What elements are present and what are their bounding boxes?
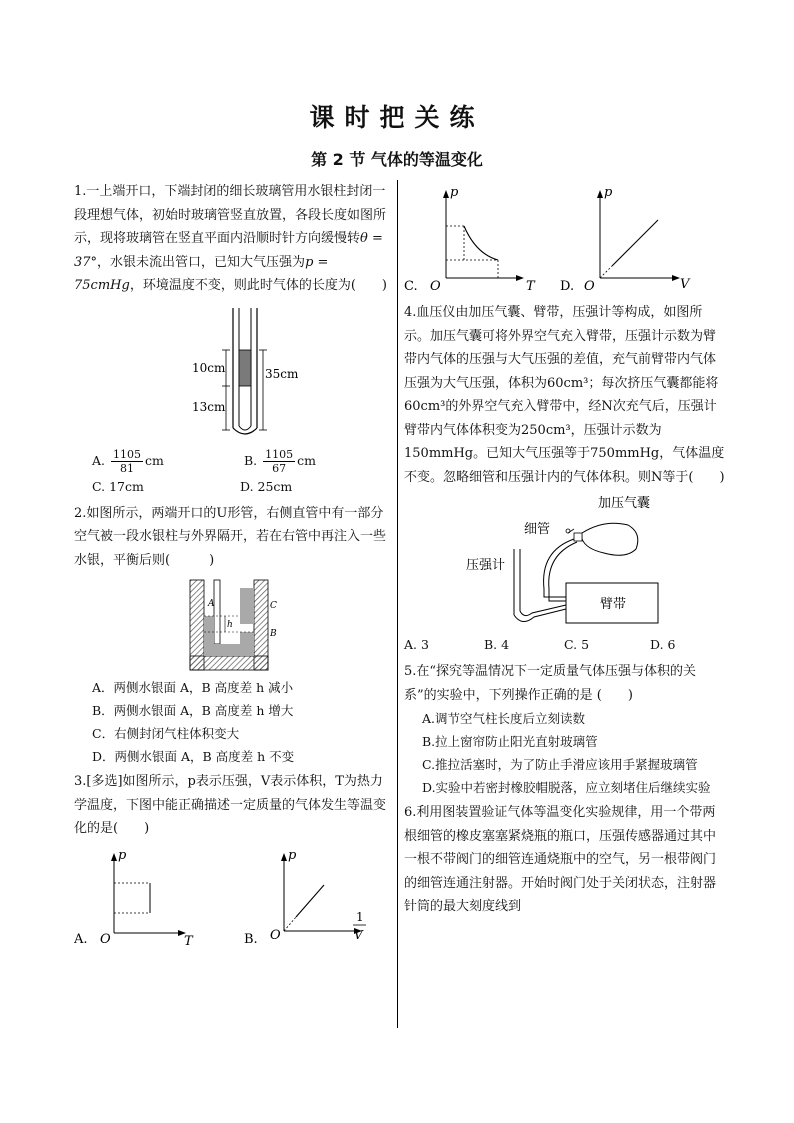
question-2-option-b: B．两侧水银面 A，B 高度差 h 增大 bbox=[92, 703, 294, 718]
question-1 bbox=[74, 180, 390, 498]
question-5-option-b: B.拉上窗帘防止阳光直射玻璃管 bbox=[422, 734, 598, 749]
label-gauge: 压强计 bbox=[466, 558, 506, 573]
svg-text:V: V bbox=[680, 277, 690, 292]
question-6-stem: 6.利用图装置验证气体等温变化实验规律，用一个带两根细管的橡皮塞塞紧烧瓶的瓶口，压强传感器通过其中一根不带阀门的细管连通烧瓶中的空气，另一根带阀门的细管连通注射器。开始时阀门处于关闭状态，注射器针筒的最大刻度线到 bbox=[404, 805, 717, 914]
svg-text:p: p bbox=[118, 847, 127, 863]
question-4 bbox=[404, 301, 726, 656]
label-bulb: 加压气囊 bbox=[598, 496, 651, 511]
left-column bbox=[74, 180, 390, 955]
svg-text:p: p bbox=[604, 185, 613, 200]
question-3 bbox=[74, 770, 390, 955]
svg-text:O: O bbox=[100, 931, 111, 947]
question-5-stem: 5.在“探究等温情况下一定质量气体压强与体积的关系”的实验中，下列操作正确的是 ( ) bbox=[404, 664, 697, 703]
question-1-options-ab: A. $\frac{1105}{81}$ cm B. $\frac{1105}{67}$ cm bbox=[92, 447, 316, 475]
tube-figure bbox=[74, 306, 390, 446]
question-5-option-d: D.实验中若密封橡胶帽脱落，应立刻堵住后继续实验 bbox=[422, 780, 711, 795]
blood-pressure-figure bbox=[404, 493, 726, 631]
svg-text:O: O bbox=[270, 927, 281, 943]
graph-d-label: D. bbox=[560, 279, 575, 294]
question-2-option-c: C．右侧封闭气柱体积变大 bbox=[92, 726, 240, 741]
page-title: 课时把关练 bbox=[309, 103, 485, 132]
svg-text:O: O bbox=[430, 279, 441, 294]
label-B: B bbox=[270, 629, 277, 639]
column-divider bbox=[397, 180, 398, 1028]
question-1-stem: 1.一上端开口，下端封闭的细长玻璃管用水银柱封闭一段理想气体，初始时玻璃管竖直放置，各段长度如图所示，现将玻璃管在竖直平面内沿顺时针方向缓慢转θ = 37°，水银未流出管口，已知大气压强为p = 75cmHg，环境温度不变，则此时气体的长度为( ) bbox=[74, 184, 387, 293]
label-cuff: 臂带 bbox=[600, 597, 627, 612]
question-4-stem: 4.血压仪由加压气囊、臂带，压强计等构成，如图所示。加压气囊可将外界空气充入臂带，压强计示数为臂带内气体的压强与大气压强的差值，充气前臂带内气体压强为大气压强，体积为60cm³；每次挤压气囊都能将60cm³的外界空气充入臂带中，经N次充气后，压强计臂带内气体体积变为250cm³，压强计示数为150mmHg。已知大气压强等于750mmHg，气体温度不变。忽略细管和压强计内的气体体积。则N等于( ) bbox=[404, 305, 725, 485]
question-6 bbox=[404, 801, 726, 919]
label-h: h bbox=[227, 620, 233, 630]
u-tube-figure bbox=[74, 578, 390, 674]
question-2-stem: 2.如图所示，两端开口的U形管，右侧直管中有一部分空气被一段水银柱与外界隔开，若在右管中再注入一些水银，平衡后则( ) bbox=[74, 505, 387, 568]
label-A: A bbox=[208, 599, 215, 609]
question-2 bbox=[74, 502, 390, 769]
svg-text:V: V bbox=[354, 927, 363, 942]
svg-text:O: O bbox=[584, 279, 595, 294]
label-tube: 细管 bbox=[524, 522, 551, 537]
graph-a-label: A. bbox=[74, 931, 88, 947]
question-2-option-d: D．两侧水银面 A，B 高度差 h 不变 bbox=[92, 749, 295, 764]
question-1-options-cd: C. 17cm D. 25cm bbox=[92, 478, 293, 494]
graphs-cd bbox=[404, 180, 726, 295]
section-subtitle: 第 2 节 气体的等温变化 bbox=[311, 150, 483, 169]
question-5 bbox=[404, 660, 726, 799]
label-C: C bbox=[270, 601, 277, 611]
svg-text:p: p bbox=[288, 847, 297, 863]
graph-b-label: B. bbox=[244, 931, 258, 947]
question-5-option-a: A.调节空气柱长度后立刻读数 bbox=[422, 711, 586, 726]
question-2-option-a: A．两侧水银面 A，B 高度差 h 减小 bbox=[92, 680, 294, 695]
graph-c-label: C. bbox=[404, 279, 418, 294]
graphs-ab bbox=[74, 845, 390, 955]
question-5-option-c: C.推拉活塞时，为了防止手滑应该用手紧握玻璃管 bbox=[422, 757, 698, 772]
label-35cm: 35cm bbox=[265, 366, 299, 381]
question-4-options: A. 3 B. 4 C. 5 D. 6 bbox=[404, 637, 676, 652]
svg-text:T: T bbox=[184, 933, 193, 949]
label-10cm: 10cm bbox=[192, 360, 226, 375]
question-3-stem: 3.[多选]如图所示，p表示压强，V表示体积，T为热力学温度，下图中能正确描述一定质量的气体发生等温变化的是( ) bbox=[74, 774, 387, 836]
svg-text:T: T bbox=[526, 279, 535, 294]
label-13cm: 13cm bbox=[192, 399, 226, 414]
svg-text:p: p bbox=[450, 185, 459, 200]
right-column bbox=[404, 180, 726, 919]
svg-text:1: 1 bbox=[356, 909, 364, 924]
